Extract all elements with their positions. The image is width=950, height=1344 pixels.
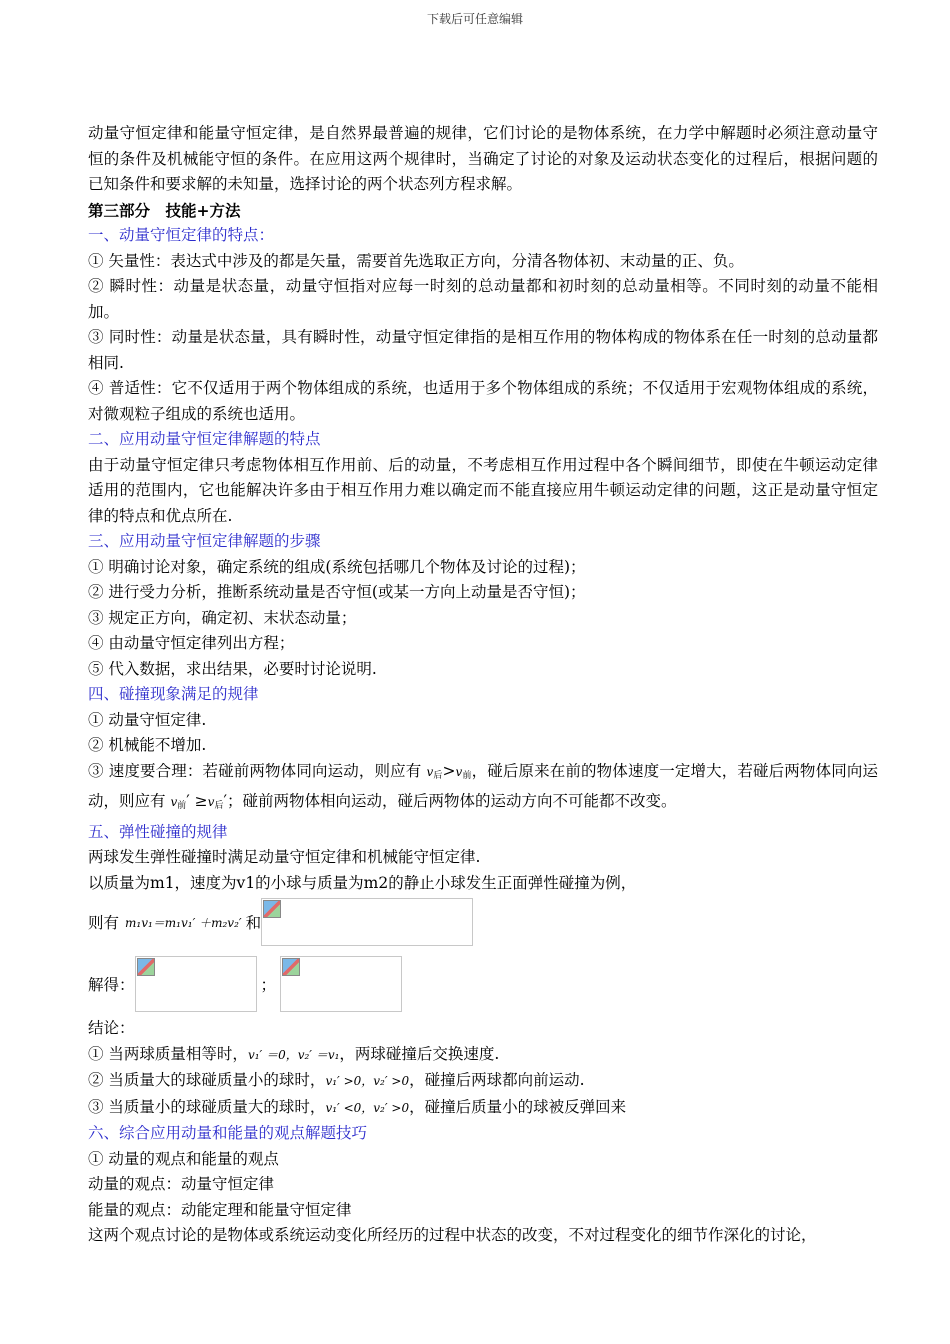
energy-equation-image bbox=[261, 898, 473, 946]
section2-title: 二、应用动量守恒定律解题的特点 bbox=[88, 430, 321, 448]
var-v-before: $v_前$ bbox=[455, 764, 472, 781]
s6-item: 动量的观点：动量守恒定律 bbox=[88, 1175, 275, 1193]
ge-sign: ′ ≥ bbox=[186, 792, 208, 810]
solution-v1-image bbox=[135, 956, 257, 1012]
conclusion-1: ① 当两球质量相等时，v₁′ ＝0，v₂′ ＝v₁，两球碰撞后交换速度. bbox=[88, 1044, 500, 1063]
part3-title: 第三部分 技能+方法 bbox=[88, 200, 241, 220]
document-body bbox=[88, 121, 878, 1249]
s3-item: ③ 规定正方向，确定初、末状态动量； bbox=[88, 608, 357, 627]
s3-item: ① 明确讨论对象，确定系统的组成(系统包括哪几个物体及讨论的过程)； bbox=[88, 557, 586, 576]
s3-item: ⑤ 代入数据，求出结果，必要时讨论说明. bbox=[88, 659, 377, 678]
s5-text1: 两球发生弹性碰撞时满足动量守恒定律和机械能守恒定律. bbox=[88, 848, 481, 866]
conclusion-2: ② 当质量大的球碰质量小的球时，v₁′ >0，v₂′ >0，碰撞后两球都向前运动. bbox=[88, 1071, 585, 1089]
s4-item3-c: ′；碰前两物体相向运动，碰后两物体的运动方向不可能都不改变。 bbox=[223, 792, 677, 810]
section1-title: 一、动量守恒定律的特点： bbox=[88, 226, 275, 244]
equation-line bbox=[88, 898, 878, 946]
conclusion-3: ③ 当质量小的球碰质量大的球时，v₁′ <0，v₂′ >0，碰撞后质量小的球被反弹回来 bbox=[88, 1097, 627, 1116]
s6-item: ① 动量的观点和能量的观点 bbox=[88, 1149, 279, 1168]
eq-prefix: 则有 bbox=[88, 914, 120, 932]
s4-item: ② 机械能不增加. bbox=[88, 736, 207, 754]
section5-title: 五、弹性碰撞的规律 bbox=[88, 822, 228, 841]
broken-image-icon bbox=[263, 900, 281, 918]
s5-text2: 以质量为m1，速度为v1的小球与质量为m2的静止小球发生正面弹性碰撞为例， bbox=[88, 873, 637, 892]
var-v-before-prime: $v_前$ bbox=[170, 795, 187, 811]
section6-title: 六、综合应用动量和能量的观点解题技巧 bbox=[88, 1124, 368, 1142]
conclusion-label: 结论： bbox=[88, 1019, 135, 1037]
s2-text: 由于动量守恒定律只考虑物体相互作用前、后的动量，不考虑相互作用过程中各个瞬间细节，即使在牛顿运动定律适用的范围内，它也能解决许多由于相互作用力难以确定而不能直接应用牛顿运动定律的问题，这正是动量守恒定律的特点和优点所在. bbox=[88, 455, 878, 525]
s6-item: 能量的观点：动能定理和能量守恒定律 bbox=[88, 1200, 352, 1219]
s1-item: ① 矢量性：表达式中涉及的都是矢量，需要首先选取正方向，分清各物体初、末动量的正、负。 bbox=[88, 251, 744, 270]
s4-item3-a: ③ 速度要合理：若碰前两物体同向运动，则应有 bbox=[88, 761, 427, 780]
s1-item: ③ 同时性：动量是状态量，具有瞬时性，动量守恒定律指的是相互作用的物体构成的物体系在任一时刻的总动量都相同. bbox=[88, 328, 878, 372]
solution-line bbox=[88, 956, 878, 1012]
s1-item: ② 瞬时性：动量是状态量，动量守恒指对应每一时刻的总动量都和初时刻的总动量相等。不同时刻的动量不能相加。 bbox=[88, 277, 878, 321]
broken-image-icon bbox=[137, 958, 155, 976]
eq-and: 和 bbox=[245, 914, 262, 932]
var-v-after-prime: $v_后$ bbox=[207, 795, 224, 811]
s1-item: ④ 普适性：它不仅适用于两个物体组成的系统，也适用于多个物体组成的系统；不仅适用于宏观物体组成的系统，对微观粒子组成的系统也适用。 bbox=[88, 379, 878, 423]
s4-item: ① 动量守恒定律. bbox=[88, 710, 207, 729]
solution-v2-image bbox=[280, 956, 402, 1012]
broken-image-icon bbox=[282, 958, 300, 976]
intro-paragraph: 动量守恒定律和能量守恒定律，是自然界最普遍的规律，它们讨论的是物体系统，在力学中解题时必须注意动量守恒的条件及机械能守恒的条件。在应用这两个规律时，当确定了讨论的对象及运动状态变化的过程后，根据问题的已知条件和要求解的未知量，选择讨论的两个状态列方程求解。 bbox=[88, 124, 878, 193]
section4-title: 四、碰撞现象满足的规律 bbox=[88, 685, 259, 703]
var-v-after: $v_后$ bbox=[426, 764, 443, 781]
gt-sign: > bbox=[442, 761, 456, 780]
s3-item: ④ 由动量守恒定律列出方程； bbox=[88, 634, 295, 652]
section3-title: 三、应用动量守恒定律解题的步骤 bbox=[88, 532, 321, 550]
s4-item3 bbox=[88, 759, 878, 820]
solve-label: 解得： bbox=[88, 976, 135, 994]
page-header: 下载后可任意编辑 bbox=[426, 12, 523, 26]
momentum-equation: m₁v₁＝m₁v₁′ ＋m₂v₂′ bbox=[125, 915, 242, 930]
solve-sep: ； bbox=[260, 976, 277, 994]
s3-item: ② 进行受力分析，推断系统动量是否守恒(或某一方向上动量是否守恒)； bbox=[88, 583, 586, 601]
s6-item: 这两个观点讨论的是物体或系统运动变化所经历的过程中状态的改变，不对过程变化的细节作深化的讨论， bbox=[88, 1226, 817, 1244]
s4-item3-b: ，碰后原来在前的物体速度一定增大，若碰后两物体同向运动，则应有 bbox=[88, 761, 878, 810]
